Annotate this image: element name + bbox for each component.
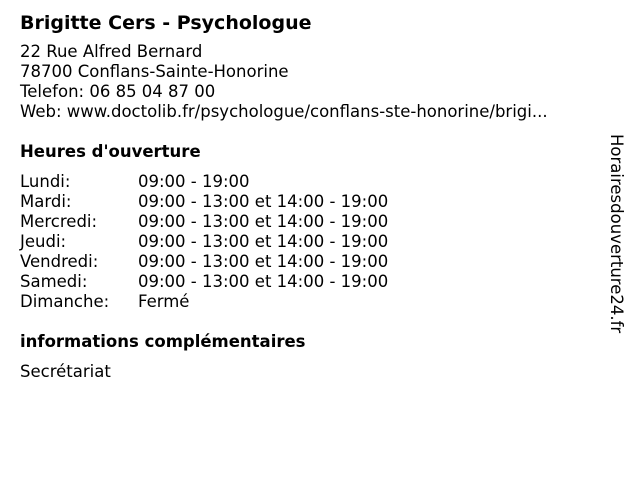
day-label: Samedi: — [20, 272, 88, 291]
hours-row-wednesday — [20, 212, 600, 232]
opening-hours-list — [20, 172, 600, 312]
website-link[interactable]: Web: www.doctolib.fr/psychologue/conflans-ste-honorine/brigi... — [20, 102, 548, 121]
hours-row-tuesday — [20, 192, 600, 212]
day-label: Vendredi: — [20, 252, 99, 271]
business-card — [20, 10, 600, 382]
day-label: Mercredi: — [20, 212, 98, 231]
time-range: 09:00 - 13:00 et 14:00 - 19:00 — [138, 272, 389, 291]
time-range: 09:00 - 13:00 et 14:00 - 19:00 — [138, 212, 389, 231]
hours-row-saturday — [20, 272, 600, 292]
hours-row-monday — [20, 172, 600, 192]
time-range: Fermé — [138, 292, 190, 311]
address-line-2: 78700 Conflans-Sainte-Honorine — [20, 62, 289, 81]
day-label: Lundi: — [20, 172, 71, 191]
time-range: 09:00 - 19:00 — [138, 172, 250, 191]
time-range: 09:00 - 13:00 et 14:00 - 19:00 — [138, 232, 389, 251]
additional-info-heading: informations complémentaires — [20, 332, 306, 351]
additional-info-text: Secrétariat — [20, 362, 111, 381]
site-watermark: Horairesdouverture24.fr — [607, 134, 626, 334]
hours-row-thursday — [20, 232, 600, 252]
day-label: Dimanche: — [20, 292, 110, 311]
address-line-1: 22 Rue Alfred Bernard — [20, 42, 203, 61]
day-label: Mardi: — [20, 192, 72, 211]
phone-number: Telefon: 06 85 04 87 00 — [20, 82, 216, 101]
opening-hours-heading: Heures d'ouverture — [20, 142, 201, 161]
time-range: 09:00 - 13:00 et 14:00 - 19:00 — [138, 192, 389, 211]
hours-row-friday — [20, 252, 600, 272]
day-label: Jeudi: — [20, 232, 67, 251]
time-range: 09:00 - 13:00 et 14:00 - 19:00 — [138, 252, 389, 271]
business-title: Brigitte Cers - Psychologue — [20, 12, 312, 34]
hours-row-sunday — [20, 292, 600, 312]
